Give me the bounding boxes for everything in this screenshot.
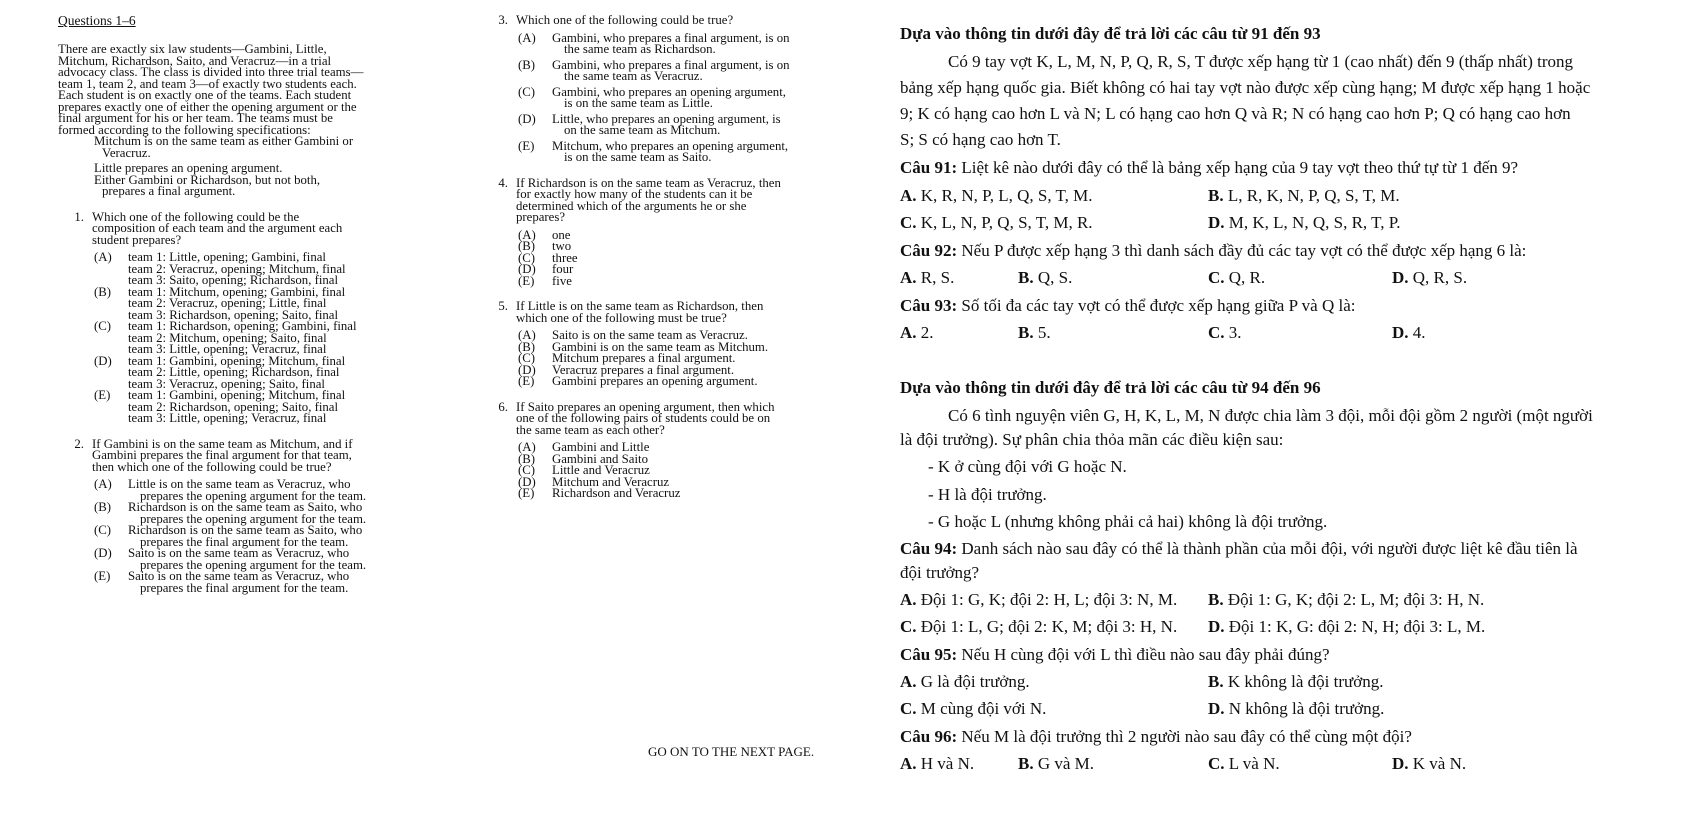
option-e[interactable]: (E) Richardson and Veracruz [518,486,681,500]
option-a[interactable]: (A) one [518,227,571,242]
question-text: Liệt kê nào dưới đây có thể là bảng xếp hạng của 9 tay vợt theo thứ tự từ 1 đến 9? [957,158,1519,177]
question-number: 3. [498,13,508,27]
option-label: (C) [518,463,536,477]
right-column [482,15,842,500]
question-96 [900,727,1412,746]
option-b[interactable]: (B) team 1: Mitchum, opening; Gambini, final team 2: Veracruz, opening; Little, final team 3: Richardson, opening; Saito, final [94,284,346,322]
question-92 [900,241,1526,260]
question-6 [482,399,842,500]
condition-line: Veracruz. [102,145,151,160]
option-label: (E) [94,388,111,402]
option-d[interactable]: (D) Little, who prepares an opening argument, is on the same team as Mitchum. [518,111,781,137]
option-label: (E) [518,138,535,153]
option-label: (A) [94,250,112,264]
question-stem: Which one of the following could be the [92,209,300,224]
question-stem: for exactly how many of the students can it be [516,187,753,201]
option-label: (D) [94,546,112,560]
answer-b[interactable]: B. L, R, K, N, P, Q, S, T, M. [1208,186,1400,205]
answer-c[interactable]: C. Đội 1: L, G; đội 2: K, M; đội 3: H, N. [900,617,1178,636]
option-d[interactable]: (D) Mitchum and Veracruz [518,474,670,489]
option-label: (A) [518,227,536,242]
condition-line: - K ở cùng đội với G hoặc N. [928,457,1127,476]
intro-paragraph [58,44,458,136]
option-label: (E) [518,486,535,500]
question-stem: If Little is on the same team as Richardson, then [516,299,764,313]
intro-line: final argument for his or her team. The teams must be [58,111,333,125]
question-text: Nếu P được xếp hạng 3 thì danh sách đầy đủ các tay vợt có thể được xếp hạng 6 là: [957,241,1527,260]
option-label: (B) [518,57,536,72]
section-heading-94-96: Dựa vào thông tin dưới đây để trả lời các câu từ 94 đến 96 [900,378,1321,397]
question-number: 6. [498,399,508,414]
option-label: (B) [94,500,112,514]
question-stem: If Richardson is on the same team as Veracruz, then [516,175,781,190]
option-a[interactable]: (A) Little is on the same team as Veracruz, who prepares the opening argument for the team. [94,477,367,503]
question-stem: If Saito prepares an opening argument, then which [516,399,775,414]
option-label: (D) [94,353,112,368]
question-stem: then which one of the following could be true? [92,459,332,474]
answer-a[interactable]: A. 2. [900,323,934,342]
question-stem: If Gambini is on the same team as Mitchum, and if [92,436,353,451]
option-e[interactable]: (E) Gambini prepares an opening argument. [518,374,758,388]
question-4 [482,175,842,288]
answer-d[interactable]: D. K và N. [1392,754,1467,773]
option-label: (D) [518,474,536,489]
passage-line: S; S có hạng cao hơn T. [900,130,1061,149]
question-number: 5. [498,299,508,313]
condition-list [94,136,458,198]
question-94-cont: đội trưởng? [900,563,980,582]
passage-line: Có 6 tình nguyện viên G, H, K, L, M, N được chia làm 3 đội, mỗi đội gồm 2 người (một người [948,406,1593,425]
question-text: Nếu M là đội trưởng thì 2 người nào sau đây có thể cùng một đội? [957,727,1412,746]
option-label: (B) [518,451,536,466]
left-column [58,44,458,594]
question-stem: composition of each team and the argument each [92,221,343,235]
option-c[interactable]: (C) Gambini, who prepares an opening argument, is on the same team as Little. [518,84,786,110]
question-1 [58,209,458,425]
question-93 [900,296,1356,315]
option-b[interactable]: (B) Gambini is on the same team as Mitchum. [518,339,769,354]
option-e[interactable]: (E) five [518,273,572,288]
answer-b[interactable]: B. K không là đội trưởng. [1208,672,1384,691]
question-text: Số tối đa các tay vợt có thể được xếp hạng giữa P và Q là: [957,296,1356,315]
option-b[interactable]: (B) Gambini and Saito [518,451,648,466]
question-number: 4. [498,175,508,190]
question-label: Câu 91: [900,158,958,177]
passage-line: Có 9 tay vợt K, L, M, N, P, Q, R, S, T được xếp hạng từ 1 (cao nhất) đến 9 (thấp nhất) trong [948,52,1574,71]
passage-line: 9; K có hạng cao hơn L và N; L có hạng cao hơn Q và R; N có hạng cao hơn P; Q có hạng cao hơn [900,104,1571,123]
option-label: (D) [518,111,536,126]
answer-c[interactable]: C. L và N. [1208,754,1280,773]
intro-line: formed according to the following specifications: [58,122,311,137]
answer-a[interactable]: A. K, R, N, P, L, Q, S, T, M. [900,186,1093,205]
question-stem: the same team as each other? [516,422,665,437]
question-95 [900,645,1330,664]
questions-header: Questions 1–6 [58,13,136,28]
answer-a[interactable]: A. Đội 1: G, K; đội 2: H, L; đội 3: N, M. [900,590,1178,609]
condition-line: - G hoặc L (nhưng không phải cả hai) không là đội trưởng. [928,512,1328,531]
option-c[interactable]: (C) Richardson is on the same team as Saito, who prepares the final argument for the team. [94,523,363,549]
answer-b[interactable]: B. Đội 1: G, K; đội 2: L, M; đội 3: H, N. [1208,590,1485,609]
condition-line: Either Gambini or Richardson, but not both, [94,172,321,187]
question-91 [900,158,1518,177]
answer-d[interactable]: D. N không là đội trưởng. [1208,699,1385,718]
question-stem: one of the following pairs of students could be on [516,411,771,425]
option-c[interactable]: (C) Mitchum prepares a final argument. [518,351,736,365]
section-heading-91-93: Dựa vào thông tin dưới đây để trả lời các câu từ 91 đến 93 [900,24,1321,43]
option-label: (B) [94,284,112,299]
question-number: 1. [74,209,84,224]
question-stem: which one of the following must be true? [516,310,727,325]
option-label: (D) [518,362,536,377]
answer-b[interactable]: B. G và M. [1018,754,1095,773]
option-label: (A) [518,440,536,454]
option-a[interactable]: (A) Saito is on the same team as Veracruz. [518,328,748,342]
intro-line: There are exactly six law students—Gambini, Little, [58,42,327,56]
intro-line: Each student is on exactly one of the teams. Each student [58,88,352,102]
option-label: (D) [518,262,536,276]
condition-line: - H là đội trưởng. [928,485,1047,504]
option-label: (A) [518,30,536,45]
condition-line: Mitchum is on the same team as either Gambini or [94,134,354,148]
option-label: (C) [518,351,536,365]
question-5 [482,301,842,388]
option-a[interactable]: (A) team 1: Little, opening; Gambini, final team 2: Veracruz, opening; Mitchum, final team 3: Saito, opening; Richardson, final [94,250,346,287]
option-a[interactable]: (A) Gambini and Little [518,440,650,454]
answer-a[interactable]: A. R, S. [900,268,955,287]
question-label: Câu 95: [900,645,958,664]
question-stem: Gambini prepares the final argument for that team, [92,448,352,462]
option-b[interactable]: (B) two [518,239,572,253]
condition-line: Little prepares an opening argument. [94,161,283,175]
answer-d[interactable]: D. Đội 1: K, G: đội 2: N, H; đội 3: L, M. [1208,617,1486,636]
answer-d[interactable]: D. Q, R, S. [1392,268,1468,287]
intro-line: advocacy class. The class is divided into three trial teams— [58,65,364,79]
question-3 [482,15,842,164]
answer-b[interactable]: B. Q, S. [1018,268,1073,287]
question-stem: prepares? [516,210,566,224]
answer-a[interactable]: A. G là đội trưởng. [900,672,1030,691]
intro-line: team 1, team 2, and team 3—of exactly two students each. [58,76,357,91]
answer-b[interactable]: B. 5. [1018,323,1051,342]
answer-c[interactable]: C. 3. [1208,323,1242,342]
option-e[interactable]: (E) Mitchum, who prepares an opening argument, is on the same team as Saito. [518,138,789,164]
option-label: (C) [94,319,112,333]
passage-line: là đội trưởng). Sự phân chia thỏa mãn các điều kiện sau: [900,430,1284,449]
option-d[interactable]: (D) team 1: Gambini, opening; Mitchum, final team 2: Little, opening; Richardson, final team 3: Veracruz, opening; Saito, final [94,353,346,391]
option-b[interactable]: (B) Richardson is on the same team as Saito, who prepares the opening argument for the team. [94,500,367,526]
vietnamese-page [880,0,1695,838]
question-stem: student prepares? [92,232,182,247]
option-label: (A) [94,477,112,491]
option-d[interactable]: (D) four [518,262,574,276]
question-label: Câu 92: [900,241,958,260]
option-label: (B) [518,239,536,253]
option-label: (C) [518,84,536,99]
option-c[interactable]: (C) team 1: Richardson, opening; Gambini, final team 2: Mitchum, opening; Saito, final team 3: Little, opening; Veracruz, final [94,319,357,356]
condition-line: prepares a final argument. [102,184,236,198]
answer-d[interactable]: D. M, K, L, N, Q, S, R, T, P. [1208,213,1401,232]
question-label: Câu 93: [900,296,958,315]
option-label: (C) [518,250,536,265]
question-94 [900,539,1578,558]
answer-c[interactable]: C. K, L, N, P, Q, S, T, M, R. [900,213,1093,232]
option-label: (E) [518,273,535,288]
option-label: (E) [518,374,535,388]
question-stem: determined which of the arguments he or she [516,198,747,213]
question-stem: Which one of the following could be true? [516,13,734,27]
question-label: Câu 94: [900,539,958,558]
question-label: Câu 96: [900,727,958,746]
answer-c[interactable]: C. M cùng đội với N. [900,699,1047,718]
answer-d[interactable]: D. 4. [1392,323,1426,342]
option-label: (B) [518,339,536,354]
option-label: (C) [94,523,112,537]
intro-line: prepares exactly one of either the opening argument or the [58,99,357,114]
option-a[interactable]: (A) Gambini, who prepares a final argument, is on the same team as Richardson. [518,30,790,56]
option-e[interactable]: (E) team 1: Gambini, opening; Mitchum, final team 2: Richardson, opening; Saito, final team 3: Little, opening; Veracruz, final [94,388,346,425]
answer-a[interactable]: A. H và N. [900,754,975,773]
passage-line: bảng xếp hạng quốc gia. Biết không có hai tay vợt nào được xếp cùng hạng; M được xếp hạng 1 hoặc [900,78,1591,97]
option-d[interactable]: (D) Veracruz prepares a final argument. [518,362,735,377]
option-e[interactable]: (E) Saito is on the same team as Veracruz, who prepares the final argument for the team. [94,569,350,595]
answer-c[interactable]: C. Q, R. [1208,268,1266,287]
option-c[interactable]: (C) three [518,250,578,265]
intro-line: Mitchum, Richardson, Saito, and Veracruz—in a trial [58,53,332,68]
question-text: Nếu H cùng đội với L thì điều nào sau đây phải đúng? [957,645,1330,664]
question-text: Danh sách nào sau đây có thể là thành phần của mỗi đội, với người được liệt kê đầu tiên là [957,539,1578,558]
go-on-next-page: GO ON TO THE NEXT PAGE. [648,744,815,759]
option-label: (A) [518,328,536,342]
question-number: 2. [74,436,84,451]
option-c[interactable]: (C) Little and Veracruz [518,463,650,477]
option-d[interactable]: (D) Saito is on the same team as Veracruz, who prepares the opening argument for the team. [94,546,367,572]
option-b[interactable]: (B) Gambini, who prepares a final argument, is on the same team as Veracruz. [518,57,790,83]
option-label: (E) [94,569,111,583]
question-2 [58,436,458,595]
